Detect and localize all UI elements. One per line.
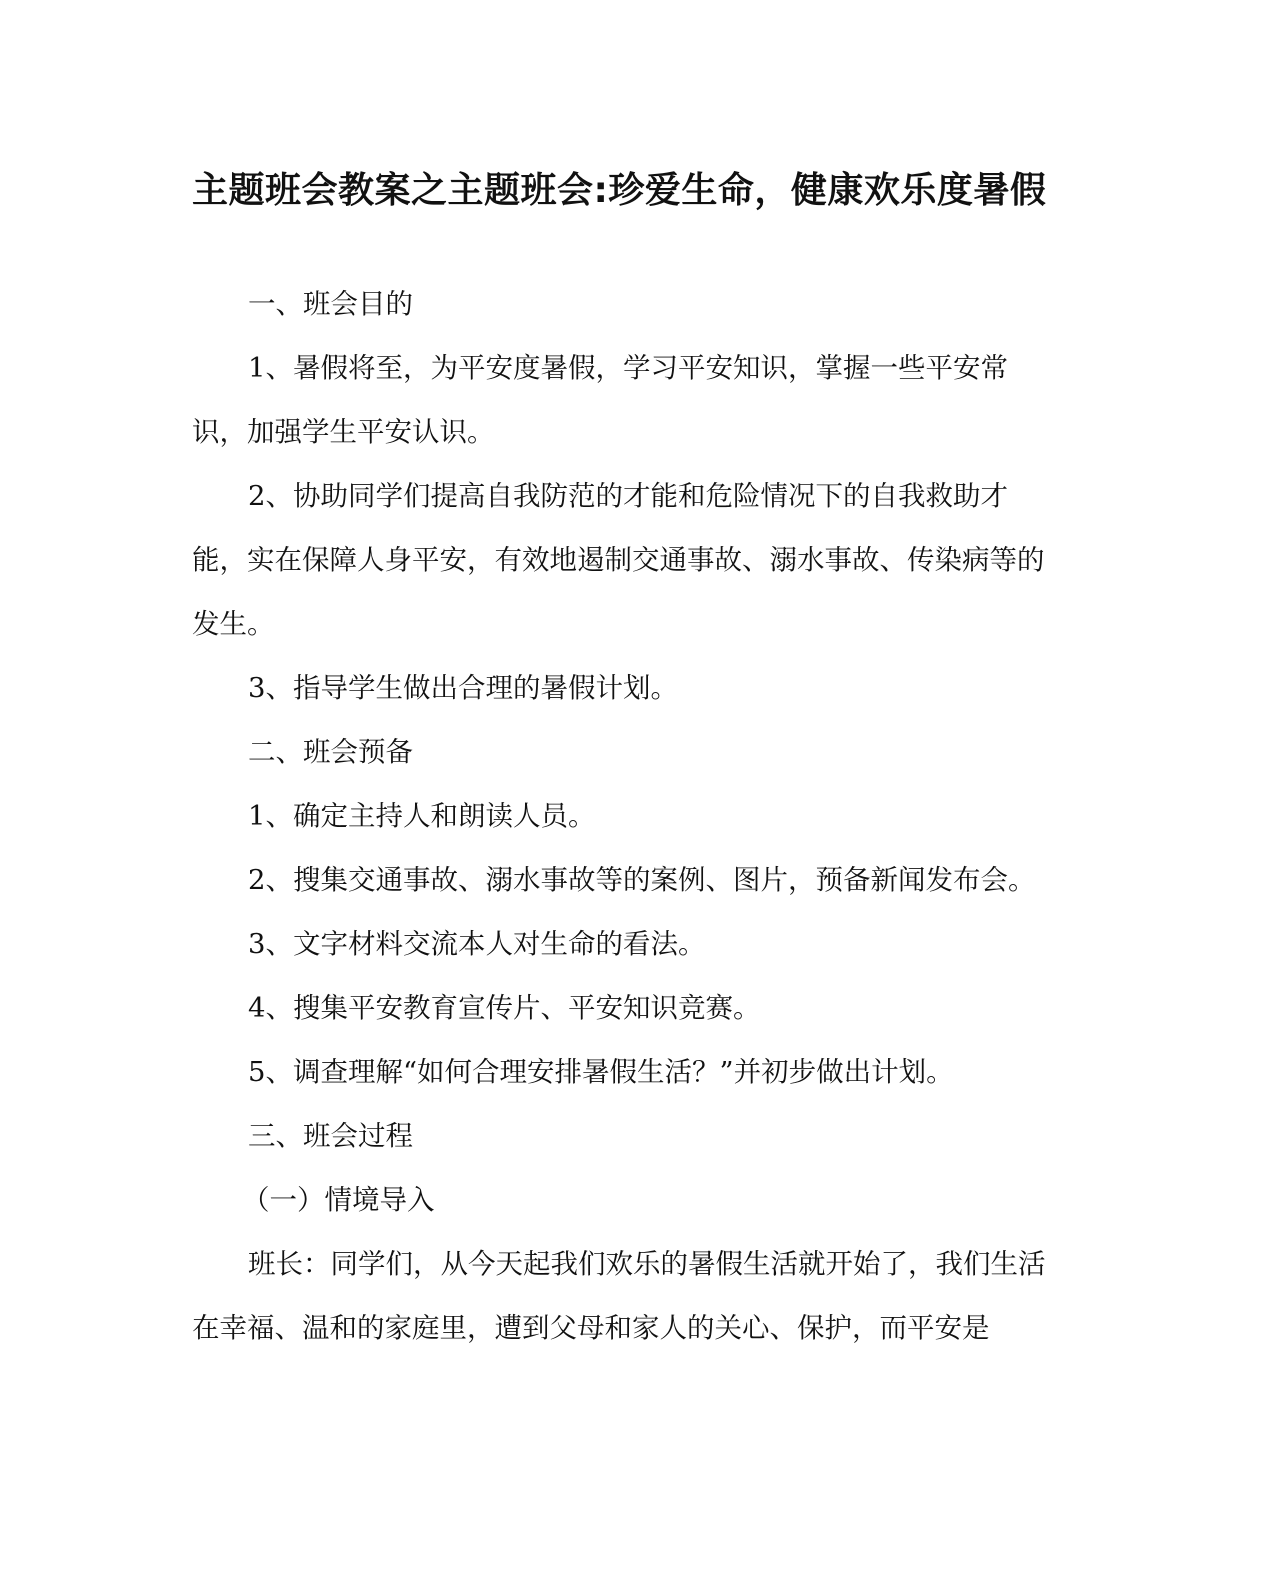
paragraph-purpose-1: 1、暑假将至，为平安度暑假，学习平安知识，掌握一些平安常识，加强学生平安认识。 [192, 352, 1008, 448]
section-heading-preparation: 二、班会预备 [248, 736, 413, 768]
paragraph-preparation-3: 3、文字材料交流本人对生命的看法。 [248, 928, 706, 960]
paragraph-preparation-2: 2、搜集交通事故、溺水事故等的案例、图片，预备新闻发布会。 [248, 864, 1036, 896]
paragraph-preparation-5: 5、调查理解“如何合理安排暑假生活？”并初步做出计划。 [248, 1056, 954, 1088]
paragraph-monitor-speech: 班长：同学们，从今天起我们欢乐的暑假生活就开始了，我们生活在幸福、温和的家庭里，遭到父母和家人的关心、保护，而平安是 [192, 1248, 1046, 1344]
paragraph-purpose-3: 3、指导学生做出合理的暑假计划。 [248, 672, 678, 704]
subsection-heading-intro: （一）情境导入 [242, 1184, 435, 1216]
paragraph-preparation-1: 1、确定主持人和朗读人员。 [248, 800, 596, 832]
section-heading-process: 三、班会过程 [248, 1120, 413, 1152]
document-title: 主题班会教案之主题班会:珍爱生命，健康欢乐度暑假 [192, 170, 1047, 211]
section-heading-purpose: 一、班会目的 [248, 288, 413, 320]
paragraph-preparation-4: 4、搜集平安教育宣传片、平安知识竞赛。 [248, 992, 761, 1024]
document-body [192, 272, 1054, 1360]
paragraph-purpose-2: 2、协助同学们提高自我防范的才能和危险情况下的自我救助才能，实在保障人身平安，有效地遏制交通事故、溺水事故、传染病等的发生。 [192, 480, 1045, 640]
